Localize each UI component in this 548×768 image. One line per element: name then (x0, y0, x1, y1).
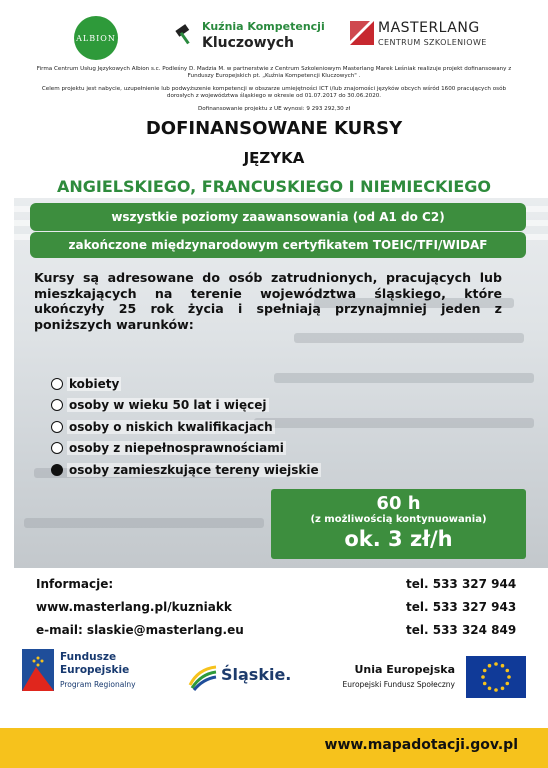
fundusze-europejskie-logo (22, 649, 142, 695)
funding-note: Dofinansowanie projektu z UE wynosi: 9 293 292,30 zł (197, 106, 351, 112)
footer-url-link[interactable]: www.mapadotacji.gov.pl (324, 737, 518, 753)
condition-text: kobiety (69, 376, 120, 391)
circle-bullet-icon (51, 421, 63, 433)
condition-text: osoby w wieku 50 lat i więcej (69, 398, 267, 413)
slaskie-mark-icon (188, 663, 218, 691)
partners-note: Firma Centrum Usług Językowych Albion s.c. Podleśny D. Madzia M. w partnerstwie z Centrum Szkoleniowym Masterlang Marek Leśniak realizuje projekt dofinansowany z Funduszy Europejskich pt. „Kuźnia Kompetencji Kluczowych" . (36, 66, 512, 80)
eu-flag-icon (466, 656, 526, 698)
footer-bar (0, 728, 548, 768)
list-item (51, 416, 321, 438)
list-item (51, 373, 321, 395)
circle-bullet-icon (51, 378, 63, 390)
info-heading: Informacje: (36, 577, 114, 591)
slaskie-logo (188, 663, 298, 691)
email-link[interactable]: e-mail: slaskie@masterlang.eu (36, 623, 244, 637)
ue-line1: Unia Europejska (354, 663, 455, 676)
circle-bullet-icon (51, 442, 63, 454)
headline-language: JĘZYKA (243, 149, 305, 167)
certificate-banner: zakończone międzynarodowym certyfikatem TOEIC/TFI/WIDAF (30, 232, 526, 258)
headline-main: DOFINANSOWANE KURSY (145, 118, 403, 139)
hammer-icon (174, 24, 196, 46)
phone-number[interactable]: tel. 533 327 943 (406, 600, 517, 614)
ue-line2: Europejski Fundusz Społeczny (342, 680, 455, 689)
fe-line1: Fundusze (60, 651, 117, 663)
circle-bullet-icon (51, 399, 63, 411)
website-link[interactable]: www.masterlang.pl/kuzniakk (36, 600, 232, 614)
levels-banner: wszystkie poziomy zaawansowania (od A1 do C2) (30, 203, 526, 231)
fe-line2: Europejskie (60, 664, 130, 676)
phone-number[interactable]: tel. 533 324 849 (406, 623, 517, 637)
unia-europejska-logo (340, 656, 530, 700)
list-item (51, 438, 321, 460)
list-item (51, 459, 321, 481)
price-per-hour: ok. 3 zł/h (344, 527, 453, 551)
kuznia-kompetencji-logo (174, 18, 325, 58)
phone-number[interactable]: tel. 533 327 944 (406, 577, 517, 591)
albion-logo (74, 16, 118, 60)
kuznia-line1: Kuźnia Kompetencji (202, 20, 325, 33)
condition-text: osoby o niskich kwalifikacjach (69, 419, 273, 434)
fe-line3: Program Regionalny (60, 680, 136, 689)
conditions-list (51, 373, 321, 481)
course-hours: 60 h (376, 493, 421, 514)
list-item (51, 395, 321, 417)
condition-text: osoby zamieszkujące tereny wiejskie (69, 462, 319, 477)
filled-bullet-icon (51, 464, 63, 476)
masterlang-subtitle: CENTRUM SZKOLENIOWE (378, 38, 487, 47)
albion-logo-text: ALBION (76, 33, 116, 43)
masterlang-mark-icon (350, 21, 374, 45)
masterlang-logo (350, 18, 490, 58)
continuation-note: (z możliwością kontynuowania) (310, 514, 487, 525)
fe-flag-icon (22, 649, 54, 691)
headline-languages-list: ANGIELSKIEGO, FRANCUSKIEGO I NIEMIECKIEGO (56, 177, 492, 196)
slaskie-text: Śląskie. (221, 665, 292, 684)
kuznia-line2: Kluczowych (202, 35, 295, 51)
price-box (271, 489, 526, 559)
project-goal-note: Celem projektu jest nabycie, uzupełnienie lub podwyższenie kompetencji w obszarze umiejętności ICT i/lub znajomości języków obcych wśród 1600 pracujących osób dorosłych z województwa śląskiego w okresie od 01.07.2017 do 30.06.2020. (41, 86, 507, 100)
masterlang-name: MASTERLANG (378, 20, 480, 36)
partner-logos (0, 12, 548, 62)
course-description: Kursy są adresowane do osób zatrudnionych, pracujących lub mieszkających na terenie województwa śląskiego, które ukończyły 25 rok życia i spełniają przynajmniej jeden z poniższych warunków: (34, 270, 502, 332)
condition-text: osoby z niepełnosprawnościami (69, 441, 284, 456)
